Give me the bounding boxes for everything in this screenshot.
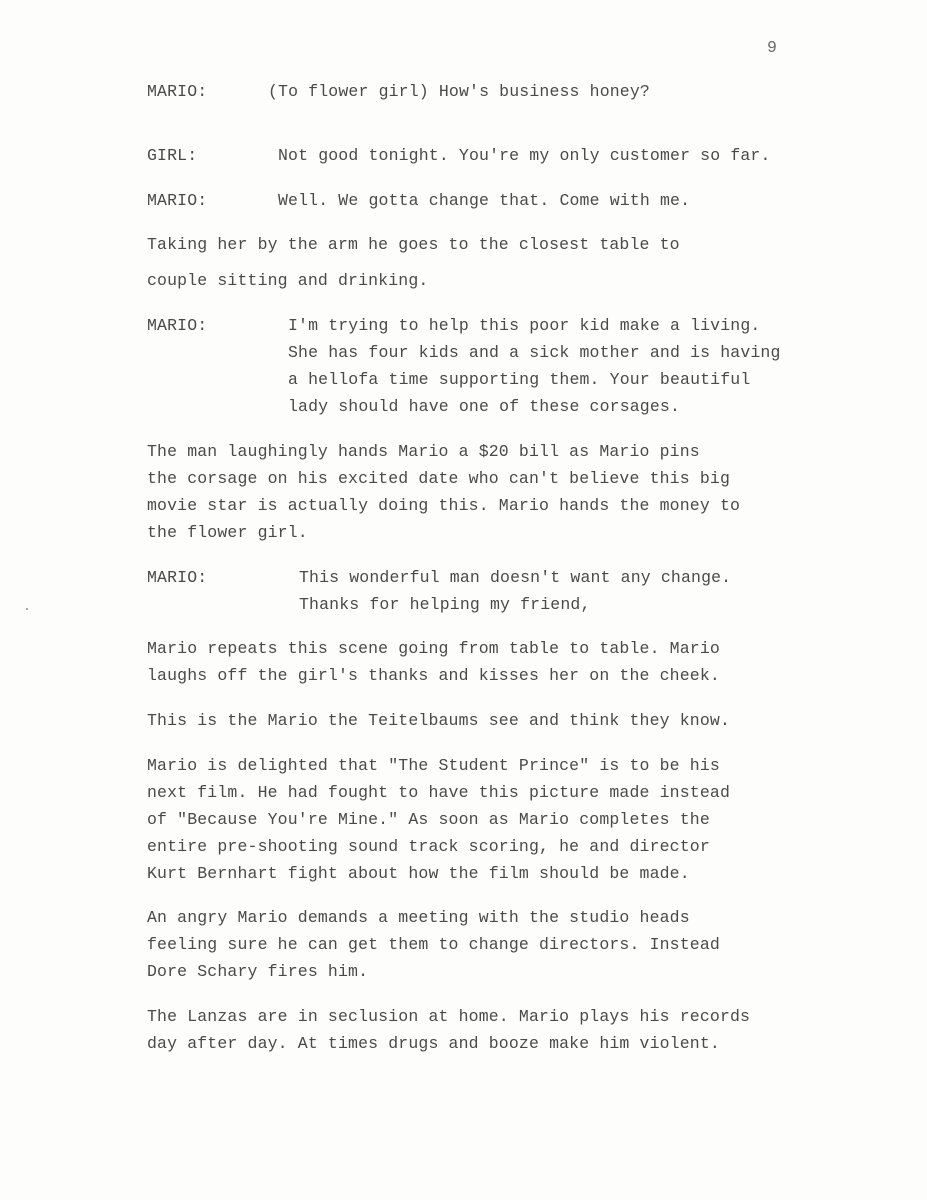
dialogue-4-speaker: MARIO: — [147, 316, 208, 335]
action-5-line: next film. He had fought to have this picture made instead — [147, 783, 730, 802]
action-7-line: day after day. At times drugs and booze make him violent. — [147, 1034, 720, 1053]
dialogue-4-line: She has four kids and a sick mother and is having — [288, 343, 781, 362]
dialogue-3-line: Well. We gotta change that. Come with me. — [278, 191, 691, 210]
dialogue-3-speaker: MARIO: — [147, 191, 208, 210]
action-1-line: couple sitting and drinking. — [147, 271, 429, 290]
page-number: 9 — [767, 38, 778, 57]
dialogue-5-line: Thanks for helping my friend, — [299, 595, 591, 614]
action-3-line: Mario repeats this scene going from table to table. Mario — [147, 639, 720, 658]
action-2-line: the flower girl. — [147, 523, 308, 542]
action-5-line: Mario is delighted that "The Student Prince" is to be his — [147, 756, 720, 775]
dialogue-5-line: This wonderful man doesn't want any change. — [299, 568, 732, 587]
dialogue-4-line: lady should have one of these corsages. — [288, 397, 681, 416]
dialogue-2-speaker: GIRL: — [147, 146, 198, 165]
action-7-line: The Lanzas are in seclusion at home. Mario plays his records — [147, 1007, 751, 1026]
action-6-line: An angry Mario demands a meeting with the studio heads — [147, 908, 690, 927]
paper-speck — [26, 608, 28, 610]
action-5-line: entire pre-shooting sound track scoring, he and director — [147, 837, 710, 856]
dialogue-4-line: I'm trying to help this poor kid make a living. — [288, 316, 761, 335]
action-2-line: the corsage on his excited date who can't believe this big — [147, 469, 730, 488]
dialogue-5-speaker: MARIO: — [147, 568, 208, 587]
action-6-line: feeling sure he can get them to change directors. Instead — [147, 935, 720, 954]
action-5-line: Kurt Bernhart fight about how the film should be made. — [147, 864, 690, 883]
action-3-line: laughs off the girl's thanks and kisses her on the cheek. — [147, 666, 720, 685]
dialogue-1-speaker: MARIO: — [147, 82, 208, 101]
action-2-line: movie star is actually doing this. Mario hands the money to — [147, 496, 741, 515]
dialogue-4-line: a hellofa time supporting them. Your beautiful — [288, 370, 751, 389]
dialogue-1-line: (To flower girl) How's business honey? — [268, 82, 650, 101]
action-4-line: This is the Mario the Teitelbaums see and think they know. — [147, 711, 730, 730]
dialogue-2-line: Not good tonight. You're my only customer so far. — [278, 146, 771, 165]
action-6-line: Dore Schary fires him. — [147, 962, 369, 981]
action-1-line: Taking her by the arm he goes to the closest table to — [147, 235, 680, 254]
action-2-line: The man laughingly hands Mario a $20 bill as Mario pins — [147, 442, 700, 461]
action-5-line: of "Because You're Mine." As soon as Mario completes the — [147, 810, 710, 829]
